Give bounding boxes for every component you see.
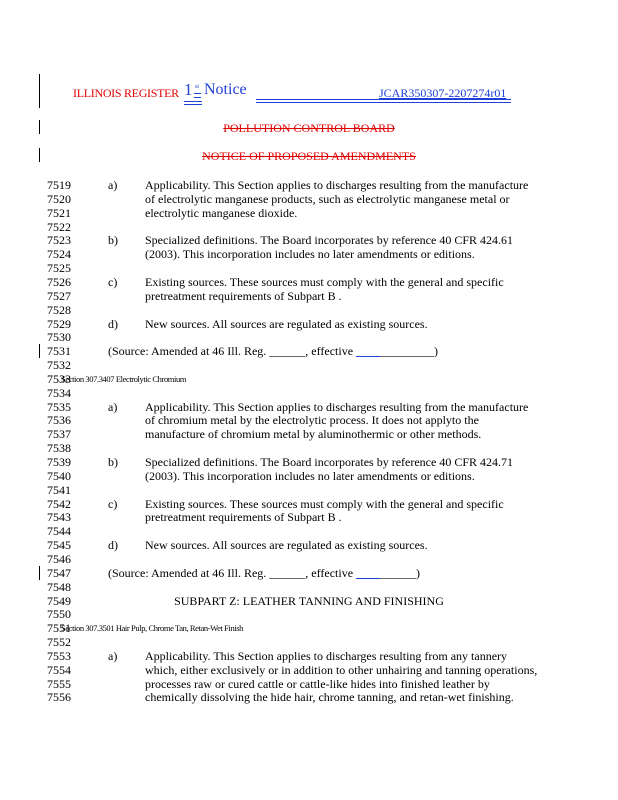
- line-number: 7551: [47, 621, 71, 635]
- line-text: (2003). This incorporation includes no later amendments or editions.: [145, 469, 475, 483]
- line-text: Specialized definitions. The Board incorporates by reference 40 CFR 424.61: [145, 233, 514, 247]
- document-code: JCAR350307-2207274r01: [379, 86, 507, 100]
- source-close: ______): [380, 566, 421, 580]
- line-number: 7547: [47, 566, 71, 580]
- line-text: of electrolytic manganese products, such as electrolytic manganese metal or: [145, 192, 510, 206]
- line-text: Existing sources. These sources must comply with the general and specific: [145, 275, 504, 289]
- item-marker: d): [108, 317, 118, 331]
- revision-mark: [184, 101, 202, 105]
- line-number: 7546: [47, 552, 71, 566]
- line-number: 7543: [47, 510, 71, 524]
- change-bar: [39, 566, 40, 580]
- line-number: 7550: [47, 607, 71, 621]
- line-number: 7527: [47, 289, 71, 303]
- line-number: 7535: [47, 400, 71, 414]
- source-text: (Source: Amended at 46 Ill. Reg. ______, effective: [108, 344, 357, 358]
- line-text: (2003). This incorporation includes no later amendments or editions.: [145, 247, 475, 261]
- line-number: 7536: [47, 413, 71, 427]
- register-header: [73, 80, 513, 108]
- effective-blank: ____: [356, 566, 381, 580]
- line-text: chemically dissolving the hide hair, chrome tanning, and retan-wet finishing.: [145, 690, 514, 704]
- subpart-heading: SUBPART Z: LEATHER TANNING AND FINISHING: [174, 594, 444, 608]
- line-number: 7523: [47, 233, 71, 247]
- line-number: 7521: [47, 206, 71, 220]
- item-marker: a): [108, 649, 118, 663]
- source-note: [108, 344, 438, 358]
- source-text: (Source: Amended at 46 Ill. Reg. ______, effective: [108, 566, 357, 580]
- line-number: 7522: [47, 220, 71, 234]
- line-number: 7544: [47, 524, 71, 538]
- item-marker: b): [108, 233, 118, 247]
- issue-superscript: st: [195, 84, 200, 90]
- line-number: 7538: [47, 441, 71, 455]
- line-number: 7528: [47, 303, 71, 317]
- header-rule: [256, 102, 511, 103]
- line-number: 7540: [47, 469, 71, 483]
- line-number: 7541: [47, 483, 71, 497]
- line-number: 7552: [47, 635, 71, 649]
- line-text: processes raw or cured cattle or cattle-like hides into finished leather by: [145, 677, 490, 691]
- line-number: 7533: [47, 372, 71, 386]
- section-heading: Section 307.3407 Electrolytic Chromium: [61, 374, 187, 384]
- line-number: 7545: [47, 538, 71, 552]
- item-marker: a): [108, 178, 118, 192]
- line-text: New sources. All sources are regulated as existing sources.: [145, 317, 428, 331]
- board-title: POLLUTION CONTROL BOARD: [223, 121, 395, 135]
- line-number: 7553: [47, 649, 71, 663]
- line-number: 7548: [47, 580, 71, 594]
- revision-mark: [194, 93, 201, 98]
- source-note: [108, 566, 420, 580]
- change-bar: [39, 344, 40, 358]
- line-number: 7530: [47, 330, 71, 344]
- line-number: 7526: [47, 275, 71, 289]
- line-text: pretreatment requirements of Subpart B .: [145, 510, 342, 524]
- line-text: of chromium metal by the electrolytic process. It does not applyto the: [145, 413, 479, 427]
- line-number: 7524: [47, 247, 71, 261]
- line-number: 7529: [47, 317, 71, 331]
- line-number: 7534: [47, 386, 71, 400]
- issue-number: 1: [184, 80, 193, 99]
- line-text: Applicability. This Section applies to discharges resulting from the manufacture: [145, 400, 529, 414]
- section-heading: Section 307.3501 Hair Pulp, Chrome Tan, Retan-Wet Finish: [61, 623, 244, 633]
- line-text: pretreatment requirements of Subpart B .: [145, 289, 342, 303]
- item-marker: a): [108, 400, 118, 414]
- line-number: 7525: [47, 261, 71, 275]
- register-title: ILLINOIS REGISTER: [73, 86, 179, 100]
- line-number: 7555: [47, 677, 71, 691]
- line-text: New sources. All sources are regulated as existing sources.: [145, 538, 428, 552]
- item-marker: d): [108, 538, 118, 552]
- line-text: Applicability. This Section applies to discharges resulting from the manufacture: [145, 178, 529, 192]
- notice-title: NOTICE OF PROPOSED AMENDMENTS: [202, 149, 416, 163]
- line-number: 7532: [47, 358, 71, 372]
- line-number: 7554: [47, 663, 71, 677]
- line-number: 7542: [47, 497, 71, 511]
- line-text: Existing sources. These sources must comply with the general and specific: [145, 497, 504, 511]
- item-marker: c): [108, 275, 118, 289]
- effective-blank: ____: [356, 344, 381, 358]
- notice-label: Notice: [204, 81, 247, 98]
- change-bar: [39, 74, 40, 108]
- line-text: Applicability. This Section applies to discharges resulting from any tannery: [145, 649, 508, 663]
- item-marker: c): [108, 497, 118, 511]
- line-text: Specialized definitions. The Board incorporates by reference 40 CFR 424.71: [145, 455, 514, 469]
- line-number: 7539: [47, 455, 71, 469]
- item-marker: b): [108, 455, 118, 469]
- line-text: which, either exclusively or in addition to other unhairing and tanning operations,: [145, 663, 538, 677]
- line-number: 7556: [47, 690, 71, 704]
- line-number: 7531: [47, 344, 71, 358]
- source-close: _________): [380, 344, 439, 358]
- line-number: 7537: [47, 427, 71, 441]
- line-text: manufacture of chromium metal by aluminothermic or other methods.: [145, 427, 482, 441]
- line-number: 7520: [47, 192, 71, 206]
- line-text: electrolytic manganese dioxide.: [145, 206, 298, 220]
- line-number: 7519: [47, 178, 71, 192]
- line-number: 7549: [47, 594, 71, 608]
